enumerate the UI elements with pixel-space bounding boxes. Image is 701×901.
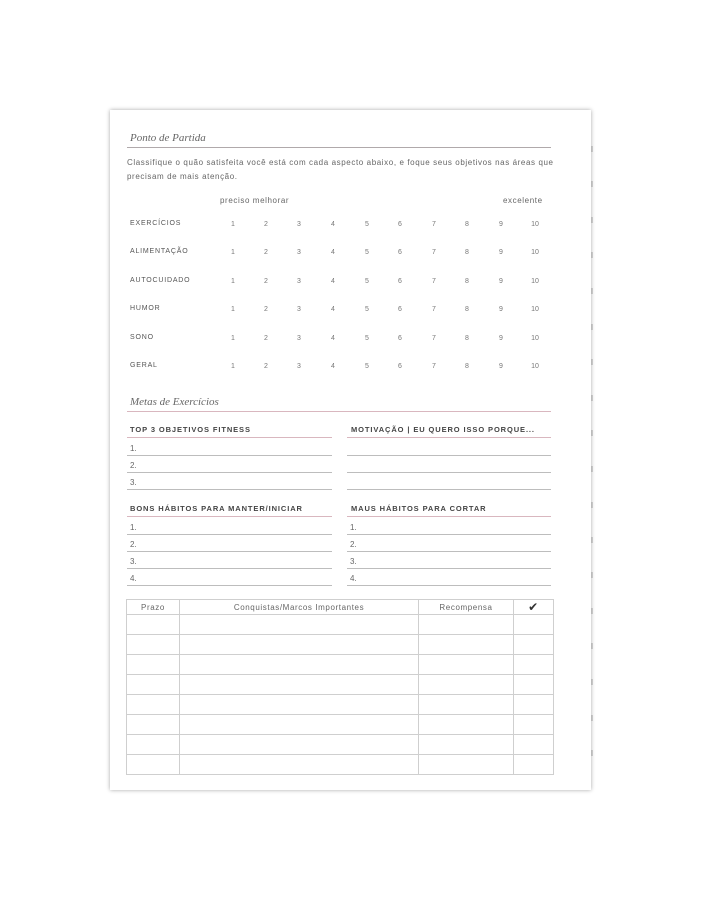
recompensa-cell[interactable]: [419, 755, 514, 775]
rating-option[interactable]: 4: [331, 306, 335, 314]
rating-option[interactable]: 6: [398, 277, 402, 285]
rating-category-label: HUMOR: [130, 305, 161, 313]
rating-option[interactable]: 4: [331, 363, 335, 370]
rating-option[interactable]: 10: [531, 277, 539, 285]
rating-option[interactable]: 3: [297, 306, 301, 314]
motivation-header: MOTIVAÇÃO | EU QUERO ISSO PORQUE...: [351, 425, 535, 434]
rating-option[interactable]: 1: [231, 334, 235, 342]
rating-option[interactable]: 1: [231, 306, 235, 314]
rating-option[interactable]: 7: [432, 221, 436, 228]
rating-option[interactable]: 3: [297, 363, 301, 370]
entry-line[interactable]: [347, 489, 551, 490]
entry-number: 3.: [130, 557, 137, 566]
rating-row: [110, 248, 591, 262]
bad-habits-header: MAUS HÁBITOS PARA CORTAR: [351, 504, 487, 513]
header-underline: [127, 437, 332, 438]
check-cell[interactable]: [514, 715, 554, 735]
milestones-table: [126, 599, 554, 775]
rating-option[interactable]: 3: [297, 334, 301, 342]
rating-option[interactable]: 10: [531, 249, 539, 257]
rating-row: [110, 277, 591, 291]
rating-option[interactable]: 8: [465, 334, 469, 342]
entry-line[interactable]: [127, 551, 332, 552]
table-row: [127, 735, 554, 755]
rating-option[interactable]: 7: [432, 249, 436, 257]
rating-option[interactable]: 10: [531, 221, 539, 228]
entry-line[interactable]: [127, 568, 332, 569]
entry-line[interactable]: [127, 534, 332, 535]
table-row: [127, 635, 554, 655]
entry-number: 4.: [130, 574, 137, 583]
rating-option[interactable]: 9: [499, 277, 503, 285]
conquista-cell[interactable]: [180, 755, 419, 775]
rating-option[interactable]: 8: [465, 363, 469, 370]
table-row: [127, 695, 554, 715]
rating-option[interactable]: 2: [264, 277, 268, 285]
rating-option[interactable]: 7: [432, 363, 436, 370]
recompensa-cell[interactable]: [419, 715, 514, 735]
header-underline: [127, 516, 332, 517]
rating-option[interactable]: 5: [365, 306, 369, 314]
scale-high-label: excelente: [503, 196, 543, 205]
rating-category-label: AUTOCUIDADO: [130, 276, 191, 284]
prazo-cell[interactable]: [127, 675, 180, 695]
rating-option[interactable]: 6: [398, 249, 402, 257]
table-row: [127, 755, 554, 775]
table-row: [127, 715, 554, 735]
table-header-row: [127, 600, 554, 615]
conquista-cell[interactable]: [180, 655, 419, 675]
section-title-ponto-de-partida: Ponto de Partida: [130, 132, 206, 144]
table-row: [127, 655, 554, 675]
entry-line[interactable]: [347, 551, 551, 552]
entry-line[interactable]: [347, 568, 551, 569]
rating-option[interactable]: 3: [297, 249, 301, 257]
rating-option[interactable]: 2: [264, 221, 268, 228]
recompensa-cell[interactable]: [419, 615, 514, 635]
rating-option[interactable]: 4: [331, 221, 335, 228]
prazo-cell[interactable]: [127, 615, 180, 635]
rating-row: [110, 334, 591, 348]
check-cell[interactable]: [514, 695, 554, 715]
rating-option[interactable]: 4: [331, 334, 335, 342]
recompensa-cell[interactable]: [419, 635, 514, 655]
entry-number: 1.: [130, 523, 137, 532]
rating-option[interactable]: 7: [432, 277, 436, 285]
rating-option[interactable]: 4: [331, 249, 335, 257]
recompensa-cell[interactable]: [419, 675, 514, 695]
rating-option[interactable]: 5: [365, 363, 369, 370]
rating-option[interactable]: 2: [264, 363, 268, 370]
entry-line[interactable]: [127, 472, 332, 473]
rating-option[interactable]: 6: [398, 363, 402, 370]
column-header-conquistas: Conquistas/Marcos Importantes: [180, 600, 419, 615]
rating-option[interactable]: 9: [499, 363, 503, 370]
table-row: [127, 675, 554, 695]
good-habits-header: BONS HÁBITOS PARA MANTER/INICIAR: [130, 504, 303, 513]
rating-option[interactable]: 5: [365, 334, 369, 342]
rating-option[interactable]: 5: [365, 249, 369, 257]
check-cell[interactable]: [514, 675, 554, 695]
rating-option[interactable]: 8: [465, 249, 469, 257]
entry-number: 4.: [350, 574, 357, 583]
prazo-cell[interactable]: [127, 715, 180, 735]
entry-line[interactable]: [347, 472, 551, 473]
rating-option[interactable]: 10: [531, 306, 539, 314]
entry-line[interactable]: [347, 534, 551, 535]
conquista-cell[interactable]: [180, 715, 419, 735]
rating-option[interactable]: 3: [297, 221, 301, 228]
header-underline: [347, 516, 551, 517]
top3-goals-header: TOP 3 OBJETIVOS FITNESS: [130, 425, 251, 434]
check-cell[interactable]: [514, 615, 554, 635]
column-header-recompensa: Recompensa: [419, 600, 514, 615]
prazo-cell[interactable]: [127, 755, 180, 775]
rating-option[interactable]: 6: [398, 221, 402, 228]
rating-option[interactable]: 10: [531, 334, 539, 342]
rating-category-label: EXERCÍCIOS: [130, 220, 182, 227]
entry-line[interactable]: [347, 455, 551, 456]
entry-number: 3.: [350, 557, 357, 566]
conquista-cell[interactable]: [180, 675, 419, 695]
entry-number: 2.: [350, 540, 357, 549]
check-cell[interactable]: [514, 635, 554, 655]
rating-option[interactable]: 8: [465, 277, 469, 285]
rating-option[interactable]: 3: [297, 277, 301, 285]
rating-option[interactable]: 1: [231, 221, 235, 228]
prazo-cell[interactable]: [127, 735, 180, 755]
recompensa-cell[interactable]: [419, 655, 514, 675]
entry-line[interactable]: [127, 585, 332, 586]
rating-option[interactable]: 7: [432, 334, 436, 342]
rating-option[interactable]: 9: [499, 249, 503, 257]
rating-category-label: SONO: [130, 333, 154, 341]
rating-option[interactable]: 8: [465, 306, 469, 314]
entry-line[interactable]: [347, 585, 551, 586]
prazo-cell[interactable]: [127, 695, 180, 715]
rating-category-label: GERAL: [130, 362, 158, 369]
entry-line[interactable]: [127, 489, 332, 490]
rating-category-label: ALIMENTAÇÃO: [130, 248, 189, 256]
rating-option[interactable]: 6: [398, 334, 402, 342]
checkmark-icon: ✔: [514, 600, 554, 615]
recompensa-cell[interactable]: [419, 735, 514, 755]
rating-option[interactable]: 5: [365, 221, 369, 228]
rating-option[interactable]: 1: [231, 363, 235, 370]
rating-option[interactable]: 6: [398, 306, 402, 314]
entry-number: 1.: [350, 523, 357, 532]
entry-number: 2.: [130, 461, 137, 470]
prazo-cell[interactable]: [127, 655, 180, 675]
section-title-metas: Metas de Exercícios: [130, 396, 219, 408]
rating-row: [110, 305, 591, 319]
prazo-cell[interactable]: [127, 635, 180, 655]
rating-option[interactable]: 7: [432, 306, 436, 314]
scale-low-label: preciso melhorar: [220, 196, 290, 205]
section-divider: [127, 147, 551, 148]
check-cell[interactable]: [514, 735, 554, 755]
header-underline: [347, 437, 551, 438]
recompensa-cell[interactable]: [419, 695, 514, 715]
planner-page: [110, 110, 591, 790]
rating-option[interactable]: 10: [531, 363, 539, 370]
rating-option[interactable]: 9: [499, 306, 503, 314]
column-header-prazo: Prazo: [127, 600, 180, 615]
table-row: [127, 615, 554, 635]
entry-number: 2.: [130, 540, 137, 549]
rating-option[interactable]: 8: [465, 221, 469, 228]
conquista-cell[interactable]: [180, 695, 419, 715]
entry-number: 3.: [130, 478, 137, 487]
conquista-cell[interactable]: [180, 635, 419, 655]
entry-number: 1.: [130, 444, 137, 453]
rating-option[interactable]: 1: [231, 249, 235, 257]
rating-row: [110, 220, 591, 234]
rating-option[interactable]: 2: [264, 249, 268, 257]
section-divider: [127, 411, 551, 412]
intro-text: Classifique o quão satisfeita você está com cada aspecto abaixo, e foque seus objetivos nas áreas que precisam de mais atenção.: [127, 158, 554, 181]
check-cell[interactable]: [514, 755, 554, 775]
entry-line[interactable]: [127, 455, 332, 456]
rating-option[interactable]: 2: [264, 334, 268, 342]
rating-option[interactable]: 4: [331, 277, 335, 285]
rating-option[interactable]: 9: [499, 221, 503, 228]
conquista-cell[interactable]: [180, 615, 419, 635]
check-cell[interactable]: [514, 655, 554, 675]
rating-option[interactable]: 9: [499, 334, 503, 342]
rating-row: [110, 362, 591, 376]
conquista-cell[interactable]: [180, 735, 419, 755]
rating-option[interactable]: 5: [365, 277, 369, 285]
rating-option[interactable]: 1: [231, 277, 235, 285]
rating-option[interactable]: 2: [264, 306, 268, 314]
